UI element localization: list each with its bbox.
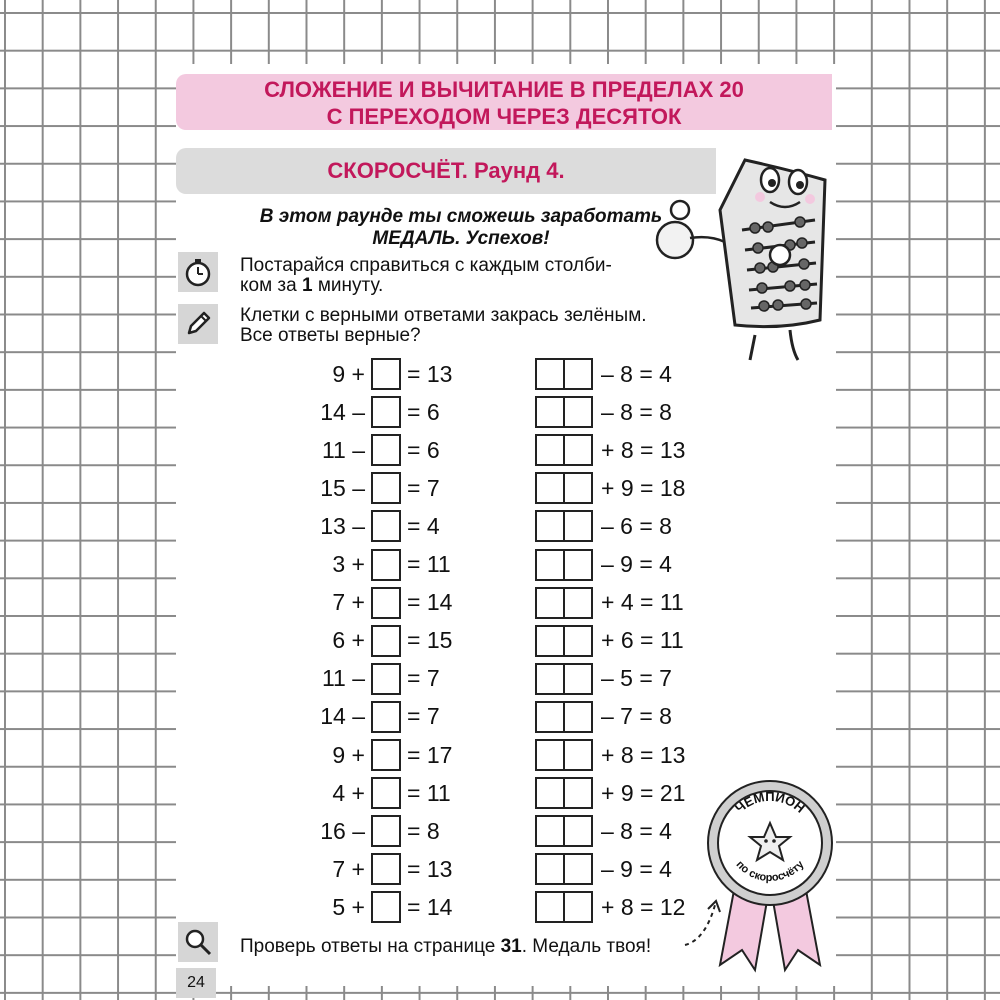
equation-suffix: + 8 = 13 (601, 741, 686, 768)
left-equation-row (305, 662, 440, 696)
page-number: 24 (176, 968, 216, 998)
ones-cell[interactable] (563, 396, 593, 428)
intro-text (226, 206, 696, 250)
equation-suffix: – 8 = 4 (601, 360, 672, 387)
equation-suffix: = 15 (407, 627, 453, 654)
left-equation-row (305, 357, 452, 391)
tens-cell[interactable] (535, 663, 565, 695)
left-equation-row (305, 509, 440, 543)
equation-prefix: 3 + (332, 551, 365, 577)
equation-suffix: – 7 = 8 (601, 703, 672, 730)
tens-cell[interactable] (535, 549, 565, 581)
equation-prefix: 9 + (332, 741, 365, 768)
equation-prefix: 14 – (320, 398, 365, 425)
magnifier-icon (178, 922, 218, 962)
answer-page-ref: 31 (500, 936, 522, 957)
left-equation-row (305, 776, 451, 810)
intro-line-2: МЕДАЛЬ. Успехов! (372, 228, 550, 249)
equation-suffix: = 17 (407, 741, 453, 768)
left-equation-row (305, 738, 452, 772)
ones-cell[interactable] (563, 853, 593, 885)
left-equation-row (305, 548, 451, 582)
tens-cell[interactable] (535, 853, 565, 885)
left-equation-row (305, 395, 440, 429)
equation-suffix: = 6 (407, 436, 440, 463)
ones-cell[interactable] (563, 549, 593, 581)
answer-cell[interactable] (371, 701, 401, 733)
equation-suffix: + 6 = 11 (601, 627, 684, 654)
ones-cell[interactable] (563, 777, 593, 809)
intro-line-1: В этом раунде ты сможешь заработать (259, 206, 663, 227)
ones-cell[interactable] (563, 891, 593, 923)
equation-suffix: – 6 = 8 (601, 512, 672, 539)
ones-cell[interactable] (563, 625, 593, 657)
equation-suffix: – 8 = 8 (601, 398, 672, 425)
equation-suffix: = 8 (407, 817, 440, 844)
answer-cell[interactable] (371, 358, 401, 390)
equation-suffix: = 13 (407, 855, 453, 882)
equation-prefix: 7 + (332, 589, 365, 616)
equation-suffix: = 4 (407, 512, 440, 539)
ones-cell[interactable] (563, 510, 593, 542)
equation-suffix: = 13 (407, 360, 453, 387)
equation-suffix: = 7 (407, 474, 440, 501)
tens-cell[interactable] (535, 510, 565, 542)
left-equation-row (305, 433, 440, 467)
equation-suffix: – 9 = 4 (601, 551, 672, 577)
equation-suffix: – 9 = 4 (601, 855, 672, 882)
pencil-line-1: Клетки с верными ответами закрась зелёным. (240, 305, 647, 326)
equation-suffix: = 7 (407, 665, 440, 692)
right-equation-row (535, 852, 672, 886)
pencil-instruction (240, 306, 710, 346)
answer-cell[interactable] (371, 510, 401, 542)
tens-cell[interactable] (535, 777, 565, 809)
equation-prefix: 9 + (332, 360, 365, 387)
left-equation-row (305, 471, 440, 505)
timer-instruction (240, 256, 710, 296)
stopwatch-icon (178, 252, 218, 292)
right-equation-row (535, 433, 685, 467)
answer-cell[interactable] (371, 396, 401, 428)
ones-cell[interactable] (563, 701, 593, 733)
answer-cell[interactable] (371, 472, 401, 504)
ones-cell[interactable] (563, 663, 593, 695)
equation-suffix: – 5 = 7 (601, 665, 672, 692)
equation-prefix: 16 – (320, 817, 365, 844)
answer-cell[interactable] (371, 739, 401, 771)
right-equation-row (535, 395, 672, 429)
right-equation-row (535, 890, 685, 924)
pencil-line-2: Все ответы верные? (240, 325, 421, 346)
equation-prefix: 15 – (320, 474, 365, 501)
equation-suffix: – 8 = 4 (601, 817, 672, 844)
equation-prefix: 14 – (320, 703, 365, 730)
page-title (176, 74, 832, 130)
tens-cell[interactable] (535, 472, 565, 504)
right-equation-row (535, 471, 685, 505)
ones-cell[interactable] (563, 815, 593, 847)
left-equation-row (305, 700, 440, 734)
timer-line-2: ком за 1 минуту. (240, 275, 384, 296)
equation-prefix: 5 + (332, 893, 365, 920)
tens-cell[interactable] (535, 891, 565, 923)
right-equation-row (535, 624, 684, 658)
ones-cell[interactable] (563, 472, 593, 504)
tens-cell[interactable] (535, 396, 565, 428)
equation-prefix: 13 – (320, 512, 365, 539)
right-equation-row (535, 700, 672, 734)
right-equation-row (535, 738, 685, 772)
title-line-2: С ПЕРЕХОДОМ ЧЕРЕЗ ДЕСЯТОК (326, 104, 682, 129)
equation-suffix: + 9 = 21 (601, 779, 686, 806)
tens-cell[interactable] (535, 815, 565, 847)
answer-cell[interactable] (371, 587, 401, 619)
equation-suffix: = 14 (407, 893, 453, 920)
right-equation-row (535, 509, 672, 543)
answer-cell[interactable] (371, 891, 401, 923)
equation-suffix: = 7 (407, 703, 440, 730)
ones-cell[interactable] (563, 358, 593, 390)
right-equation-row (535, 662, 672, 696)
equation-prefix: 11 – (321, 665, 365, 692)
equation-suffix: = 6 (407, 398, 440, 425)
right-equation-row (535, 776, 685, 810)
answer-cell[interactable] (371, 777, 401, 809)
answer-cell[interactable] (371, 434, 401, 466)
equation-suffix: = 11 (407, 551, 451, 577)
left-equation-row (305, 852, 452, 886)
ones-cell[interactable] (563, 739, 593, 771)
equation-suffix: + 8 = 13 (601, 436, 686, 463)
pencil-icon (178, 304, 218, 344)
medal-bottom-text: по скоросчёту (733, 858, 807, 885)
answer-cell[interactable] (371, 663, 401, 695)
answer-cell[interactable] (371, 549, 401, 581)
equation-prefix: 6 + (332, 627, 365, 654)
tens-cell[interactable] (535, 701, 565, 733)
footer-text: Проверь ответы на странице 31. Медаль твоя! (240, 936, 652, 957)
tens-cell[interactable] (535, 587, 565, 619)
dashed-arrow (680, 895, 730, 955)
round-title: СКОРОСЧЁТ. Раунд 4. (176, 148, 716, 194)
answer-cell[interactable] (371, 815, 401, 847)
left-equation-row (305, 814, 440, 848)
ones-cell[interactable] (563, 587, 593, 619)
tens-cell[interactable] (535, 434, 565, 466)
equation-suffix: + 9 = 18 (601, 474, 686, 501)
equation-prefix: 11 – (321, 436, 365, 463)
left-equation-row (305, 890, 452, 924)
medal-top-text: ЧЕМПИОН (732, 788, 808, 816)
equation-suffix: + 8 = 12 (601, 893, 686, 920)
timer-line-1: Постарайся справиться с каждым столби- (240, 255, 612, 276)
tens-cell[interactable] (535, 739, 565, 771)
equation-prefix: 4 + (332, 779, 365, 806)
equation-suffix: = 14 (407, 589, 453, 616)
right-equation-row (535, 357, 672, 391)
right-equation-row (535, 586, 684, 620)
ones-cell[interactable] (563, 434, 593, 466)
left-equation-row (305, 586, 452, 620)
answer-cell[interactable] (371, 853, 401, 885)
equation-prefix: 7 + (332, 855, 365, 882)
right-equation-row (535, 548, 672, 582)
right-equation-row (535, 814, 672, 848)
equation-suffix: + 4 = 11 (601, 589, 684, 616)
equation-suffix: = 11 (407, 779, 451, 806)
timer-minutes: 1 (302, 275, 313, 296)
left-equation-row (305, 624, 452, 658)
answer-cell[interactable] (371, 625, 401, 657)
title-line-1: СЛОЖЕНИЕ И ВЫЧИТАНИЕ В ПРЕДЕЛАХ 20 (264, 77, 744, 102)
tens-cell[interactable] (535, 625, 565, 657)
tens-cell[interactable] (535, 358, 565, 390)
